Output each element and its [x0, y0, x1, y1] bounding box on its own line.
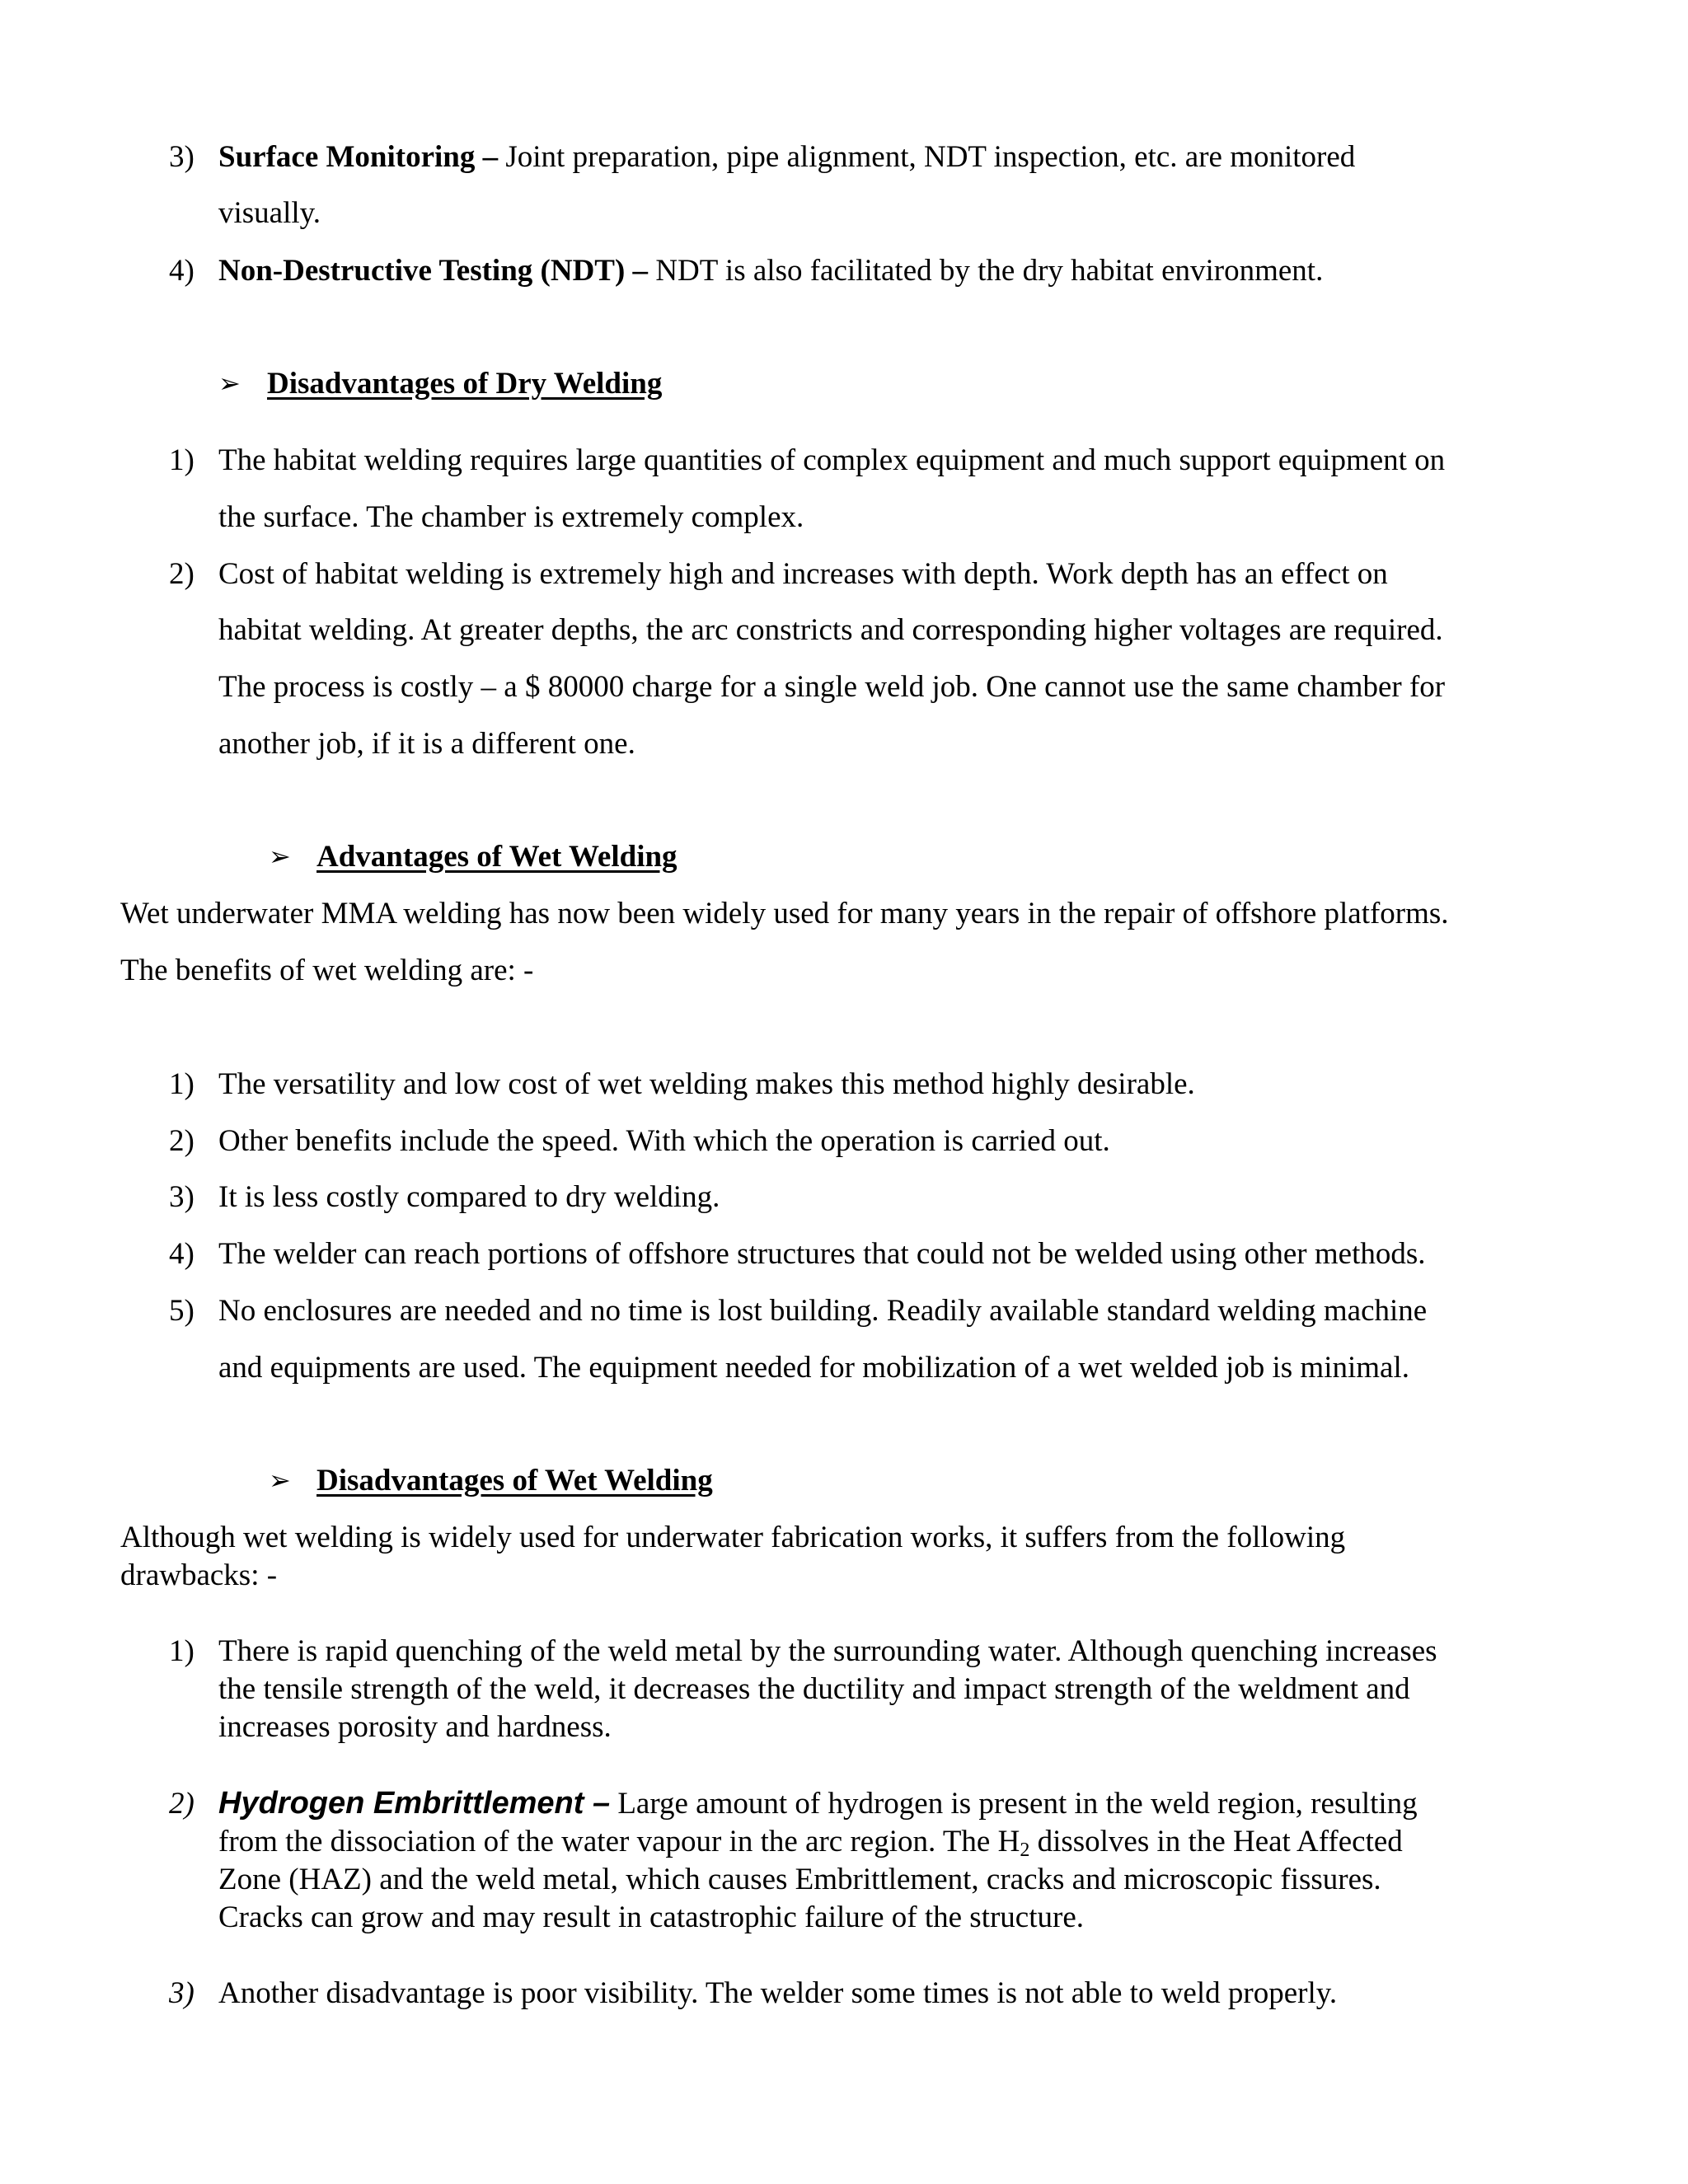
arrow-bullet-icon: ➢ [218, 368, 241, 399]
item-number: 2) [169, 557, 195, 591]
item-text-line: and equipments are used. The equipment needed for mobilization of a wet welded job is minimal. [218, 1351, 1410, 1385]
item-term: Hydrogen Embrittlement – [218, 1786, 611, 1821]
item-term: Surface Monitoring – [218, 140, 499, 174]
item-text-line: The process is costly – a $ 80000 charge for a single weld job. One cannot use the same chamber for [218, 670, 1446, 704]
item-text-line: Another disadvantage is poor visibility. The welder some times is not able to weld properly. [218, 1976, 1338, 2010]
item-number: 4) [169, 1237, 195, 1271]
item-text [218, 255, 1323, 286]
item-description: NDT is also facilitated by the dry habitat environment. [648, 254, 1324, 288]
item-number: 1) [169, 1067, 195, 1101]
item-text-line: There is rapid quenching of the weld metal by the surrounding water. Although quenching increases [218, 1634, 1437, 1668]
item-text [218, 142, 1355, 172]
item-number: 5) [169, 1294, 195, 1328]
item-text-line: Zone (HAZ) and the weld metal, which causes Embrittlement, cracks and microscopic fissures. [218, 1863, 1381, 1896]
item-text-line: It is less costly compared to dry welding. [218, 1180, 720, 1214]
item-text-line: visually. [218, 196, 321, 230]
item-text-line: another job, if it is a different one. [218, 727, 635, 761]
item-description: Joint preparation, pipe alignment, NDT inspection, etc. are monitored [498, 140, 1356, 174]
item-text-line: The habitat welding requires large quantities of complex equipment and much support equipment on [218, 443, 1446, 477]
intro-text: The benefits of wet welding are: - [120, 954, 534, 987]
subscript: 2 [1020, 1840, 1030, 1861]
item-number: 1) [169, 1634, 195, 1668]
intro-text: Wet underwater MMA welding has now been widely used for many years in the repair of offshore platforms. [120, 897, 1449, 930]
item-term: Non-Destructive Testing (NDT) – [218, 254, 649, 288]
text-segment: from the dissociation of the water vapour in the arc region. The H [218, 1825, 1020, 1858]
item-number: 4) [169, 254, 195, 288]
item-text-line: Cracks can grow and may result in catastrophic failure of the structure. [218, 1900, 1085, 1934]
item-number: 2) [169, 1124, 195, 1158]
text-segment: dissolves in the Heat Affected [1029, 1825, 1403, 1858]
item-text-line: Other benefits include the speed. With which the operation is carried out. [218, 1124, 1110, 1158]
intro-text: Although wet welding is widely used for underwater fabrication works, it suffers from the following [120, 1521, 1346, 1554]
item-description: Large amount of hydrogen is present in the weld region, resulting [610, 1787, 1418, 1821]
arrow-bullet-icon: ➢ [269, 1465, 291, 1496]
item-number: 2) [169, 1787, 195, 1821]
item-number: 3) [169, 1180, 195, 1214]
item-number: 3) [169, 1976, 195, 2010]
item-text-line: Cost of habitat welding is extremely high and increases with depth. Work depth has an effect on [218, 557, 1388, 591]
item-text [218, 1788, 1418, 1819]
section-heading: Disadvantages of Wet Welding [316, 1464, 713, 1497]
item-text-line: the tensile strength of the weld, it decreases the ductility and impact strength of the weldment and [218, 1672, 1410, 1706]
section-heading: Advantages of Wet Welding [316, 840, 678, 874]
item-text-line: The versatility and low cost of wet welding makes this method highly desirable. [218, 1067, 1195, 1101]
item-text-line [218, 1825, 1403, 1861]
section-heading: Disadvantages of Dry Welding [267, 367, 663, 401]
item-number: 1) [169, 443, 195, 477]
item-text-line: No enclosures are needed and no time is lost building. Readily available standard welding machine [218, 1294, 1428, 1328]
item-text-line: increases porosity and hardness. [218, 1710, 612, 1744]
item-number: 3) [169, 140, 195, 174]
item-text-line: the surface. The chamber is extremely complex. [218, 500, 804, 534]
arrow-bullet-icon: ➢ [269, 841, 291, 872]
item-text-line: habitat welding. At greater depths, the arc constricts and corresponding higher voltages are required. [218, 613, 1443, 647]
intro-text: drawbacks: - [120, 1558, 278, 1592]
item-text-line: The welder can reach portions of offshore structures that could not be welded using other methods. [218, 1237, 1426, 1271]
